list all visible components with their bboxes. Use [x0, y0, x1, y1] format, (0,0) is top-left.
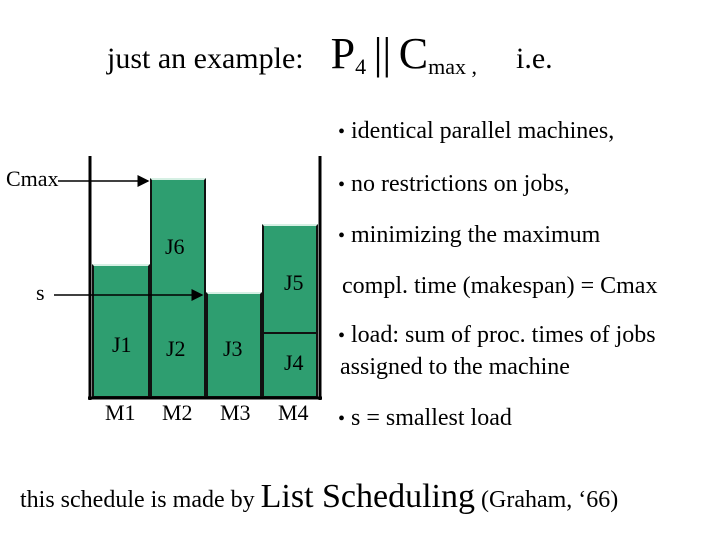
problem-p: P: [330, 29, 356, 78]
title-prefix: just an example:: [107, 42, 304, 75]
cmax-label: Cmax: [6, 166, 59, 191]
job-label-j3: J3: [223, 336, 243, 361]
job-label-j2: J2: [166, 336, 186, 361]
footer-citation: (Graham, ‘66): [481, 487, 619, 513]
machine-label-m1: M1: [105, 400, 136, 425]
bullet-no-restrictions: • no restrictions on jobs,: [338, 171, 570, 197]
problem-c-sub: max ,: [428, 54, 477, 79]
s-label: s: [36, 280, 45, 305]
machine-label-m3: M3: [220, 400, 251, 425]
axes-and-arrows: [0, 0, 330, 410]
bullet-smallest-load: • s = smallest load: [338, 405, 512, 431]
problem-p-sub: 4: [355, 54, 367, 79]
title-suffix: i.e.: [515, 42, 553, 75]
footer-method: List Scheduling: [260, 478, 476, 515]
machine-label-m2: M2: [162, 400, 193, 425]
footer-line: [20, 478, 618, 516]
bullet-makespan: compl. time (makespan) = Cmax: [342, 273, 658, 299]
problem-bars: ||: [373, 29, 392, 78]
bullet-load: • load: sum of proc. times of jobs: [338, 322, 656, 348]
bullet-load-cont: assigned to the machine: [340, 354, 570, 380]
problem-c: C: [398, 29, 429, 78]
footer-prefix: this schedule is made by: [20, 487, 255, 513]
bullet-identical-machines: • identical parallel machines,: [338, 118, 615, 144]
job-label-j4: J4: [284, 350, 304, 375]
job-label-j5: J5: [284, 270, 304, 295]
job-label-j1: J1: [112, 332, 132, 357]
bullet-minimizing: • minimizing the maximum: [338, 222, 601, 248]
job-label-j6: J6: [165, 234, 185, 259]
machine-label-m4: M4: [278, 400, 309, 425]
